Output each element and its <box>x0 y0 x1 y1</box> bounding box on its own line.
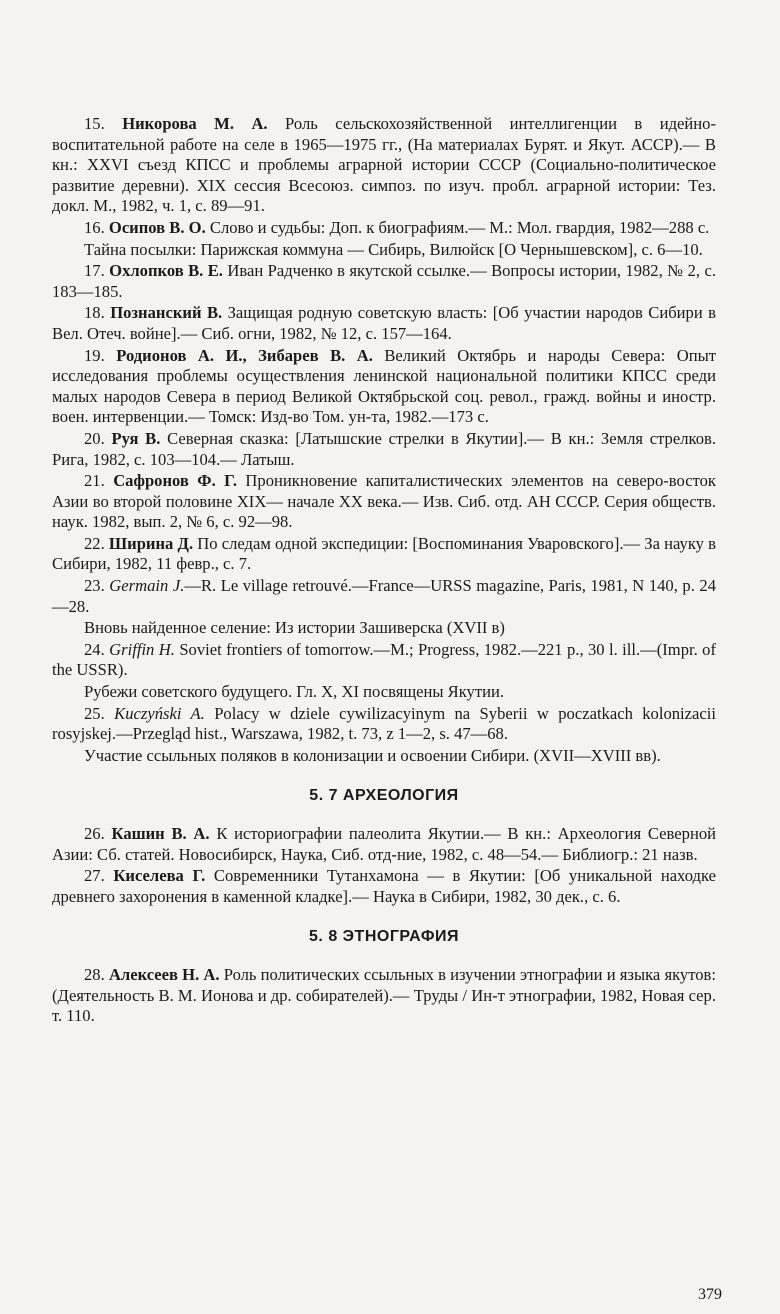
note-24: Рубежи советского будущего. Гл. X, XI посвящены Якутии. <box>84 682 504 702</box>
page-number: 379 <box>698 1286 722 1303</box>
entry-22: 22. Ширина Д. По следам одной экспедиции: [Воспоминания Уваровского].— За науку в Сибири, 1982, 11 февр., с. 7. <box>52 533 716 574</box>
entry-18: 18. Познанский В. Защищая родную советскую власть: [Об участии народов Сибири в Вел. Отеч. войне].— Сиб. огни, 1982, № 12, с. 157—164. <box>52 303 716 343</box>
entry-21: 21. Сафронов Ф. Г. Проникновение капиталистических элементов на северо-восток Азии во второй половине XIX— начале XX века.— Изв. Сиб. отд. АН СССР. Серия обществ. наук. 1982, вып. 2, № 6, с. 92—98. <box>52 471 716 532</box>
entry-20: 20. Руя В. Северная сказка: [Латышские стрелки в Якутии].— В кн.: Земля стрелков. Рига, 1982, с. 103—104.— Латыш. <box>52 428 716 469</box>
entry-25: 25. Kuczyński A. Polacy w dziele cywilizacyinym na Syberii w poczatkach kolonizacii rosyjskej.—Przegląd hist., Warszawa, 1982, t. 73, z 1—2, s. 47—68. <box>52 703 716 744</box>
entry-27: 27. Киселева Г. Современники Тутанхамона — в Якутии: [Об уникальной находке древнего захоронения в каменной кладке].— Наука в Сибири, 1982, 30 дек., с. 6. <box>52 866 716 906</box>
entry-23: 23. Germain J.—R. Le village retrouvé.—France—URSS magazine, Paris, 1981, N 140, p. 24—28. <box>52 576 716 616</box>
entry-26: 26. Кашин В. А. К историографии палеолита Якутии.— В кн.: Археология Северной Азии: Сб. статей. Новосибирск, Наука, Сиб. отд-ние, 1982, с. 48—54.— Библиогр.: 21 назв. <box>52 824 717 864</box>
section-heading-archaeology: 5. 7 АРХЕОЛОГИЯ <box>309 787 459 805</box>
section-heading-ethnography: 5. 8 ЭТНОГРАФИЯ <box>309 928 459 946</box>
entry-19: 19. Родионов А. И., Зибарев В. А. Великий Октябрь и народы Севера: Опыт исследования проблемы осуществления ленинской национальной политики КПСС среди малых народов Севера в период Великой Октябрьской соц. револ., гражд. войны и иностр. воен. интервенции.— Томск: Изд-во Том. ун-та, 1982.—173 с. <box>52 345 716 427</box>
entry-15: 15. Никорова М. А. Роль сельскохозяйственной интеллигенции в идейно-воспитательной работе на селе в 1965—1975 гг., (На материалах Бурят. и Якут. АССР).— В кн.: XXVI съезд КПСС и проблемы аграрной истории СССР (Социально-политическое развитие деревни). XIX сессия Всесоюз. симпоз. по изуч. пробл. аграрной истории: Тез. докл. М., 1982, ч. 1, с. 89—91. <box>52 114 716 216</box>
entry-24: 24. Griffin H. Soviet frontiers of tomorrow.—M.; Progress, 1982.—221 p., 30 l. ill.—(Impr. of the USSR). <box>52 639 717 680</box>
note-16: Тайна посылки: Парижская коммуна — Сибирь, Вилюйск [О Чернышевском], с. 6—10. <box>84 239 703 259</box>
entry-28: 28. Алексеев Н. А. Роль политических ссыльных в изучении этнографии и языка якутов: (Деятельность В. М. Ионова и др. собирателей).— Труды / Ин-т этнографии, 1982, Новая сер. т. 110. <box>52 964 716 1026</box>
note-23: Вновь найденное селение: Из истории Зашиверска (XVII в) <box>84 618 505 638</box>
entry-16: 16. Осипов В. О. Слово и судьбы: Доп. к биографиям.— М.: Мол. гвардия, 1982—288 с. <box>84 217 710 237</box>
entry-17: 17. Охлопков В. Е. Иван Радченко в якутской ссылке.— Вопросы истории, 1982, № 2, с. 183—185. <box>52 261 716 301</box>
note-25: Участие ссыльных поляков в колонизации и освоении Сибири. (XVII—XVIII вв). <box>84 745 661 765</box>
bibliography-page <box>52 114 716 1028</box>
